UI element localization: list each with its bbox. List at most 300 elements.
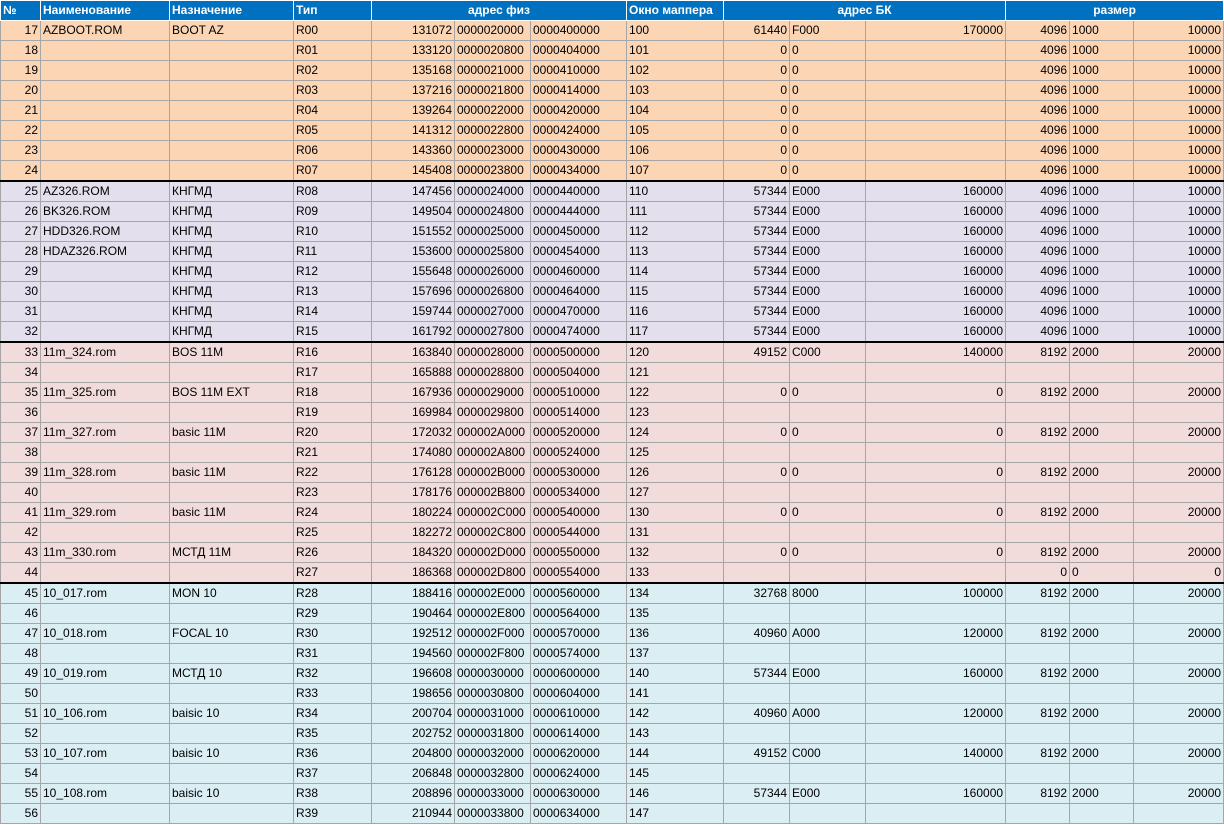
cell-bk-oct[interactable]: 100000 <box>866 583 1006 604</box>
cell-bk-hex[interactable]: 0 <box>790 423 866 443</box>
cell-phys-hex[interactable]: 0000033800 <box>455 804 531 824</box>
cell-bk-oct[interactable]: 160000 <box>866 784 1006 804</box>
cell-bk-oct[interactable] <box>866 684 1006 704</box>
cell-phys-oct[interactable]: 0000504000 <box>531 363 627 383</box>
cell-bk-dec[interactable]: 0 <box>724 161 790 182</box>
cell-size-hex[interactable]: 1000 <box>1070 121 1134 141</box>
cell-size-hex[interactable] <box>1070 604 1134 624</box>
cell-purpose[interactable] <box>170 684 294 704</box>
cell-size-oct[interactable] <box>1134 684 1224 704</box>
cell-number[interactable]: 49 <box>1 664 41 684</box>
cell-size-hex[interactable]: 2000 <box>1070 342 1134 363</box>
cell-size-oct[interactable]: 10000 <box>1134 101 1224 121</box>
cell-mapper-window[interactable]: 114 <box>627 262 724 282</box>
cell-number[interactable]: 48 <box>1 644 41 664</box>
cell-size-hex[interactable]: 1000 <box>1070 222 1134 242</box>
cell-phys-dec[interactable]: 139264 <box>372 101 455 121</box>
cell-type[interactable]: R01 <box>294 41 372 61</box>
cell-bk-dec[interactable]: 57344 <box>724 282 790 302</box>
cell-type[interactable]: R24 <box>294 503 372 523</box>
cell-type[interactable]: R37 <box>294 764 372 784</box>
cell-phys-hex[interactable]: 000002A800 <box>455 443 531 463</box>
cell-size-dec[interactable]: 4096 <box>1006 282 1070 302</box>
cell-phys-dec[interactable]: 196608 <box>372 664 455 684</box>
cell-size-oct[interactable] <box>1134 443 1224 463</box>
cell-phys-hex[interactable]: 0000023800 <box>455 161 531 182</box>
cell-phys-dec[interactable]: 147456 <box>372 181 455 202</box>
cell-phys-oct[interactable]: 0000454000 <box>531 242 627 262</box>
cell-bk-dec[interactable] <box>724 443 790 463</box>
cell-size-oct[interactable]: 10000 <box>1134 81 1224 101</box>
cell-type[interactable]: R14 <box>294 302 372 322</box>
cell-bk-dec[interactable]: 0 <box>724 503 790 523</box>
cell-phys-dec[interactable]: 161792 <box>372 322 455 343</box>
cell-bk-oct[interactable]: 0 <box>866 543 1006 563</box>
cell-size-oct[interactable]: 20000 <box>1134 543 1224 563</box>
cell-name[interactable]: BK326.ROM <box>41 202 170 222</box>
cell-size-oct[interactable]: 20000 <box>1134 463 1224 483</box>
cell-phys-dec[interactable]: 145408 <box>372 161 455 182</box>
cell-size-dec[interactable] <box>1006 764 1070 784</box>
cell-name[interactable]: HDD326.ROM <box>41 222 170 242</box>
cell-bk-oct[interactable] <box>866 604 1006 624</box>
cell-size-hex[interactable] <box>1070 684 1134 704</box>
cell-bk-oct[interactable] <box>866 804 1006 824</box>
cell-phys-dec[interactable]: 133120 <box>372 41 455 61</box>
cell-size-hex[interactable]: 2000 <box>1070 664 1134 684</box>
cell-phys-dec[interactable]: 180224 <box>372 503 455 523</box>
cell-size-dec[interactable]: 4096 <box>1006 21 1070 41</box>
cell-bk-hex[interactable]: A000 <box>790 704 866 724</box>
cell-name[interactable] <box>41 403 170 423</box>
cell-bk-oct[interactable] <box>866 483 1006 503</box>
cell-bk-dec[interactable]: 0 <box>724 463 790 483</box>
cell-phys-dec[interactable]: 194560 <box>372 644 455 664</box>
cell-bk-hex[interactable]: 0 <box>790 383 866 403</box>
cell-size-hex[interactable]: 1000 <box>1070 141 1134 161</box>
cell-size-oct[interactable]: 20000 <box>1134 423 1224 443</box>
cell-number[interactable]: 42 <box>1 523 41 543</box>
cell-purpose[interactable] <box>170 604 294 624</box>
cell-bk-dec[interactable] <box>724 604 790 624</box>
cell-phys-dec[interactable]: 176128 <box>372 463 455 483</box>
cell-name[interactable] <box>41 644 170 664</box>
cell-bk-oct[interactable] <box>866 121 1006 141</box>
cell-name[interactable] <box>41 262 170 282</box>
cell-bk-dec[interactable]: 0 <box>724 543 790 563</box>
cell-bk-oct[interactable] <box>866 41 1006 61</box>
cell-size-hex[interactable]: 1000 <box>1070 242 1134 262</box>
cell-size-dec[interactable]: 8192 <box>1006 624 1070 644</box>
cell-phys-oct[interactable]: 0000520000 <box>531 423 627 443</box>
cell-type[interactable]: R03 <box>294 81 372 101</box>
cell-bk-oct[interactable]: 140000 <box>866 342 1006 363</box>
col-header-purpose[interactable]: Назначение <box>170 1 294 21</box>
cell-purpose[interactable] <box>170 563 294 584</box>
cell-number[interactable]: 44 <box>1 563 41 584</box>
cell-name[interactable] <box>41 322 170 343</box>
cell-bk-dec[interactable] <box>724 724 790 744</box>
cell-type[interactable]: R26 <box>294 543 372 563</box>
cell-size-hex[interactable]: 2000 <box>1070 583 1134 604</box>
cell-bk-hex[interactable] <box>790 363 866 383</box>
cell-name[interactable] <box>41 684 170 704</box>
cell-purpose[interactable]: baisic 10 <box>170 704 294 724</box>
cell-size-hex[interactable]: 1000 <box>1070 81 1134 101</box>
cell-bk-hex[interactable] <box>790 804 866 824</box>
cell-size-oct[interactable]: 10000 <box>1134 282 1224 302</box>
cell-bk-oct[interactable]: 160000 <box>866 181 1006 202</box>
cell-mapper-window[interactable]: 107 <box>627 161 724 182</box>
cell-type[interactable]: R31 <box>294 644 372 664</box>
cell-type[interactable]: R18 <box>294 383 372 403</box>
cell-phys-hex[interactable]: 000002B800 <box>455 483 531 503</box>
cell-phys-hex[interactable]: 0000029800 <box>455 403 531 423</box>
cell-bk-dec[interactable]: 57344 <box>724 202 790 222</box>
cell-size-dec[interactable]: 8192 <box>1006 664 1070 684</box>
cell-purpose[interactable]: МСТД 10 <box>170 664 294 684</box>
cell-mapper-window[interactable]: 104 <box>627 101 724 121</box>
cell-mapper-window[interactable]: 103 <box>627 81 724 101</box>
cell-phys-oct[interactable]: 0000530000 <box>531 463 627 483</box>
cell-size-oct[interactable] <box>1134 804 1224 824</box>
cell-size-hex[interactable]: 2000 <box>1070 383 1134 403</box>
cell-size-dec[interactable]: 4096 <box>1006 101 1070 121</box>
cell-type[interactable]: R29 <box>294 604 372 624</box>
cell-phys-dec[interactable]: 174080 <box>372 443 455 463</box>
cell-phys-dec[interactable]: 186368 <box>372 563 455 584</box>
cell-size-dec[interactable] <box>1006 804 1070 824</box>
cell-bk-oct[interactable]: 0 <box>866 463 1006 483</box>
cell-size-hex[interactable] <box>1070 764 1134 784</box>
cell-bk-dec[interactable]: 40960 <box>724 624 790 644</box>
cell-phys-dec[interactable]: 192512 <box>372 624 455 644</box>
cell-name[interactable]: 10_017.rom <box>41 583 170 604</box>
cell-bk-oct[interactable] <box>866 563 1006 584</box>
cell-bk-hex[interactable]: 0 <box>790 41 866 61</box>
cell-number[interactable]: 19 <box>1 61 41 81</box>
cell-size-dec[interactable] <box>1006 644 1070 664</box>
cell-bk-dec[interactable]: 32768 <box>724 583 790 604</box>
cell-phys-dec[interactable]: 172032 <box>372 423 455 443</box>
cell-size-hex[interactable] <box>1070 644 1134 664</box>
cell-purpose[interactable] <box>170 81 294 101</box>
col-header-number[interactable]: № <box>1 1 41 21</box>
cell-size-hex[interactable]: 1000 <box>1070 282 1134 302</box>
cell-size-hex[interactable] <box>1070 804 1134 824</box>
cell-number[interactable]: 37 <box>1 423 41 443</box>
cell-bk-hex[interactable]: 0 <box>790 101 866 121</box>
cell-size-oct[interactable]: 20000 <box>1134 624 1224 644</box>
cell-number[interactable]: 22 <box>1 121 41 141</box>
cell-name[interactable] <box>41 724 170 744</box>
cell-number[interactable]: 43 <box>1 543 41 563</box>
cell-purpose[interactable] <box>170 443 294 463</box>
cell-number[interactable]: 23 <box>1 141 41 161</box>
cell-type[interactable]: R15 <box>294 322 372 343</box>
cell-type[interactable]: R34 <box>294 704 372 724</box>
cell-phys-hex[interactable]: 000002F800 <box>455 644 531 664</box>
cell-phys-hex[interactable]: 000002D800 <box>455 563 531 584</box>
cell-size-dec[interactable]: 8192 <box>1006 583 1070 604</box>
cell-name[interactable]: HDAZ326.ROM <box>41 242 170 262</box>
cell-purpose[interactable]: basic 11M <box>170 503 294 523</box>
cell-phys-oct[interactable]: 0000464000 <box>531 282 627 302</box>
cell-phys-dec[interactable]: 178176 <box>372 483 455 503</box>
cell-mapper-window[interactable]: 146 <box>627 784 724 804</box>
cell-bk-hex[interactable]: 0 <box>790 161 866 182</box>
cell-purpose[interactable]: baisic 10 <box>170 744 294 764</box>
cell-phys-oct[interactable]: 0000570000 <box>531 624 627 644</box>
cell-type[interactable]: R28 <box>294 583 372 604</box>
cell-mapper-window[interactable]: 141 <box>627 684 724 704</box>
cell-phys-oct[interactable]: 0000610000 <box>531 704 627 724</box>
cell-size-dec[interactable] <box>1006 363 1070 383</box>
cell-bk-dec[interactable]: 0 <box>724 61 790 81</box>
cell-bk-oct[interactable]: 120000 <box>866 624 1006 644</box>
cell-name[interactable] <box>41 363 170 383</box>
cell-phys-hex[interactable]: 0000030800 <box>455 684 531 704</box>
cell-phys-oct[interactable]: 0000634000 <box>531 804 627 824</box>
cell-phys-oct[interactable]: 0000434000 <box>531 161 627 182</box>
cell-purpose[interactable] <box>170 61 294 81</box>
cell-purpose[interactable]: КНГМД <box>170 181 294 202</box>
cell-bk-oct[interactable]: 170000 <box>866 21 1006 41</box>
cell-number[interactable]: 46 <box>1 604 41 624</box>
cell-number[interactable]: 40 <box>1 483 41 503</box>
cell-purpose[interactable]: MON 10 <box>170 583 294 604</box>
cell-purpose[interactable] <box>170 363 294 383</box>
cell-name[interactable]: 10_106.rom <box>41 704 170 724</box>
cell-size-dec[interactable] <box>1006 604 1070 624</box>
cell-phys-hex[interactable]: 0000027000 <box>455 302 531 322</box>
cell-number[interactable]: 17 <box>1 21 41 41</box>
cell-phys-hex[interactable]: 000002C000 <box>455 503 531 523</box>
cell-bk-dec[interactable] <box>724 523 790 543</box>
cell-bk-hex[interactable] <box>790 604 866 624</box>
cell-bk-oct[interactable]: 0 <box>866 503 1006 523</box>
cell-bk-dec[interactable]: 0 <box>724 81 790 101</box>
cell-bk-oct[interactable]: 120000 <box>866 704 1006 724</box>
cell-size-hex[interactable] <box>1070 523 1134 543</box>
cell-size-hex[interactable]: 2000 <box>1070 744 1134 764</box>
cell-type[interactable]: R10 <box>294 222 372 242</box>
cell-bk-dec[interactable] <box>724 403 790 423</box>
cell-name[interactable] <box>41 61 170 81</box>
cell-phys-oct[interactable]: 0000460000 <box>531 262 627 282</box>
cell-size-oct[interactable]: 10000 <box>1134 121 1224 141</box>
cell-bk-hex[interactable]: E000 <box>790 322 866 343</box>
cell-size-dec[interactable]: 4096 <box>1006 222 1070 242</box>
cell-phys-dec[interactable]: 159744 <box>372 302 455 322</box>
cell-bk-dec[interactable]: 0 <box>724 383 790 403</box>
cell-mapper-window[interactable]: 147 <box>627 804 724 824</box>
cell-phys-hex[interactable]: 0000020800 <box>455 41 531 61</box>
cell-phys-oct[interactable]: 0000604000 <box>531 684 627 704</box>
cell-phys-hex[interactable]: 0000021000 <box>455 61 531 81</box>
cell-number[interactable]: 32 <box>1 322 41 343</box>
cell-size-hex[interactable]: 1000 <box>1070 61 1134 81</box>
cell-phys-dec[interactable]: 137216 <box>372 81 455 101</box>
cell-bk-oct[interactable]: 0 <box>866 423 1006 443</box>
cell-purpose[interactable]: FOCAL 10 <box>170 624 294 644</box>
cell-size-oct[interactable]: 10000 <box>1134 242 1224 262</box>
cell-size-hex[interactable]: 1000 <box>1070 322 1134 343</box>
cell-size-dec[interactable]: 4096 <box>1006 121 1070 141</box>
cell-phys-hex[interactable]: 0000032000 <box>455 744 531 764</box>
cell-size-hex[interactable]: 1000 <box>1070 262 1134 282</box>
cell-size-hex[interactable]: 1000 <box>1070 202 1134 222</box>
cell-purpose[interactable]: BOS 11M <box>170 342 294 363</box>
col-header-bk-address[interactable]: адрес БК <box>724 1 1006 21</box>
cell-bk-hex[interactable]: E000 <box>790 181 866 202</box>
cell-phys-oct[interactable]: 0000524000 <box>531 443 627 463</box>
cell-size-dec[interactable]: 8192 <box>1006 423 1070 443</box>
cell-type[interactable]: R12 <box>294 262 372 282</box>
cell-bk-hex[interactable] <box>790 684 866 704</box>
cell-bk-oct[interactable]: 160000 <box>866 202 1006 222</box>
cell-phys-hex[interactable]: 000002D000 <box>455 543 531 563</box>
cell-type[interactable]: R06 <box>294 141 372 161</box>
cell-phys-oct[interactable]: 0000564000 <box>531 604 627 624</box>
cell-bk-oct[interactable] <box>866 764 1006 784</box>
cell-type[interactable]: R39 <box>294 804 372 824</box>
cell-bk-hex[interactable]: 0 <box>790 61 866 81</box>
cell-phys-hex[interactable]: 000002A000 <box>455 423 531 443</box>
cell-phys-oct[interactable]: 0000630000 <box>531 784 627 804</box>
cell-number[interactable]: 26 <box>1 202 41 222</box>
cell-bk-hex[interactable] <box>790 403 866 423</box>
cell-phys-hex[interactable]: 000002C800 <box>455 523 531 543</box>
cell-bk-oct[interactable]: 160000 <box>866 664 1006 684</box>
cell-phys-dec[interactable]: 184320 <box>372 543 455 563</box>
cell-phys-hex[interactable]: 0000031000 <box>455 704 531 724</box>
cell-bk-dec[interactable] <box>724 644 790 664</box>
cell-mapper-window[interactable]: 123 <box>627 403 724 423</box>
cell-size-oct[interactable] <box>1134 363 1224 383</box>
cell-size-dec[interactable]: 8192 <box>1006 543 1070 563</box>
cell-size-oct[interactable]: 20000 <box>1134 383 1224 403</box>
cell-bk-oct[interactable] <box>866 724 1006 744</box>
cell-bk-hex[interactable]: E000 <box>790 202 866 222</box>
cell-mapper-window[interactable]: 125 <box>627 443 724 463</box>
cell-mapper-window[interactable]: 135 <box>627 604 724 624</box>
cell-number[interactable]: 29 <box>1 262 41 282</box>
cell-phys-hex[interactable]: 0000029000 <box>455 383 531 403</box>
cell-size-dec[interactable] <box>1006 523 1070 543</box>
cell-bk-oct[interactable]: 160000 <box>866 262 1006 282</box>
cell-bk-hex[interactable]: E000 <box>790 784 866 804</box>
cell-phys-dec[interactable]: 210944 <box>372 804 455 824</box>
cell-number[interactable]: 25 <box>1 181 41 202</box>
cell-type[interactable]: R09 <box>294 202 372 222</box>
cell-bk-oct[interactable]: 160000 <box>866 282 1006 302</box>
cell-size-dec[interactable]: 4096 <box>1006 61 1070 81</box>
cell-phys-hex[interactable]: 0000024000 <box>455 181 531 202</box>
cell-phys-dec[interactable]: 198656 <box>372 684 455 704</box>
cell-number[interactable]: 20 <box>1 81 41 101</box>
cell-number[interactable]: 41 <box>1 503 41 523</box>
cell-name[interactable] <box>41 523 170 543</box>
cell-phys-oct[interactable]: 0000620000 <box>531 744 627 764</box>
cell-type[interactable]: R13 <box>294 282 372 302</box>
cell-bk-hex[interactable] <box>790 443 866 463</box>
cell-size-oct[interactable]: 20000 <box>1134 583 1224 604</box>
cell-bk-oct[interactable] <box>866 644 1006 664</box>
cell-size-oct[interactable]: 20000 <box>1134 784 1224 804</box>
cell-size-dec[interactable] <box>1006 483 1070 503</box>
cell-number[interactable]: 28 <box>1 242 41 262</box>
cell-size-dec[interactable]: 8192 <box>1006 463 1070 483</box>
cell-bk-oct[interactable]: 0 <box>866 383 1006 403</box>
cell-size-dec[interactable]: 4096 <box>1006 322 1070 343</box>
cell-purpose[interactable] <box>170 141 294 161</box>
cell-name[interactable] <box>41 101 170 121</box>
cell-name[interactable] <box>41 764 170 784</box>
cell-type[interactable]: R36 <box>294 744 372 764</box>
cell-size-hex[interactable]: 2000 <box>1070 503 1134 523</box>
cell-purpose[interactable]: basic 11M <box>170 423 294 443</box>
cell-phys-oct[interactable]: 0000404000 <box>531 41 627 61</box>
cell-size-hex[interactable]: 0 <box>1070 563 1134 584</box>
cell-size-hex[interactable] <box>1070 363 1134 383</box>
cell-size-oct[interactable]: 20000 <box>1134 503 1224 523</box>
cell-number[interactable]: 56 <box>1 804 41 824</box>
cell-size-hex[interactable] <box>1070 403 1134 423</box>
cell-name[interactable] <box>41 121 170 141</box>
cell-purpose[interactable] <box>170 121 294 141</box>
cell-bk-dec[interactable]: 57344 <box>724 262 790 282</box>
cell-bk-hex[interactable]: 0 <box>790 543 866 563</box>
cell-phys-dec[interactable]: 131072 <box>372 21 455 41</box>
cell-bk-hex[interactable]: 0 <box>790 81 866 101</box>
cell-size-dec[interactable]: 8192 <box>1006 704 1070 724</box>
cell-purpose[interactable] <box>170 764 294 784</box>
cell-purpose[interactable]: BOS 11M EXT <box>170 383 294 403</box>
cell-purpose[interactable] <box>170 523 294 543</box>
cell-mapper-window[interactable]: 121 <box>627 363 724 383</box>
cell-purpose[interactable] <box>170 804 294 824</box>
cell-name[interactable]: 11m_328.rom <box>41 463 170 483</box>
cell-bk-dec[interactable]: 57344 <box>724 322 790 343</box>
cell-number[interactable]: 55 <box>1 784 41 804</box>
cell-phys-oct[interactable]: 0000540000 <box>531 503 627 523</box>
cell-bk-dec[interactable] <box>724 804 790 824</box>
cell-name[interactable] <box>41 563 170 584</box>
cell-bk-dec[interactable]: 57344 <box>724 222 790 242</box>
cell-phys-hex[interactable]: 000002E800 <box>455 604 531 624</box>
cell-bk-hex[interactable] <box>790 483 866 503</box>
cell-number[interactable]: 18 <box>1 41 41 61</box>
cell-phys-dec[interactable]: 208896 <box>372 784 455 804</box>
cell-name[interactable] <box>41 141 170 161</box>
cell-type[interactable]: R20 <box>294 423 372 443</box>
cell-size-dec[interactable]: 8192 <box>1006 744 1070 764</box>
cell-type[interactable]: R33 <box>294 684 372 704</box>
cell-bk-hex[interactable]: E000 <box>790 222 866 242</box>
cell-phys-dec[interactable]: 135168 <box>372 61 455 81</box>
cell-bk-dec[interactable]: 57344 <box>724 664 790 684</box>
cell-bk-hex[interactable]: C000 <box>790 342 866 363</box>
cell-purpose[interactable]: МСТД 11M <box>170 543 294 563</box>
cell-phys-dec[interactable]: 157696 <box>372 282 455 302</box>
cell-purpose[interactable] <box>170 41 294 61</box>
cell-phys-hex[interactable]: 0000025000 <box>455 222 531 242</box>
cell-bk-hex[interactable] <box>790 523 866 543</box>
cell-phys-dec[interactable]: 155648 <box>372 262 455 282</box>
cell-size-oct[interactable] <box>1134 724 1224 744</box>
cell-mapper-window[interactable]: 102 <box>627 61 724 81</box>
